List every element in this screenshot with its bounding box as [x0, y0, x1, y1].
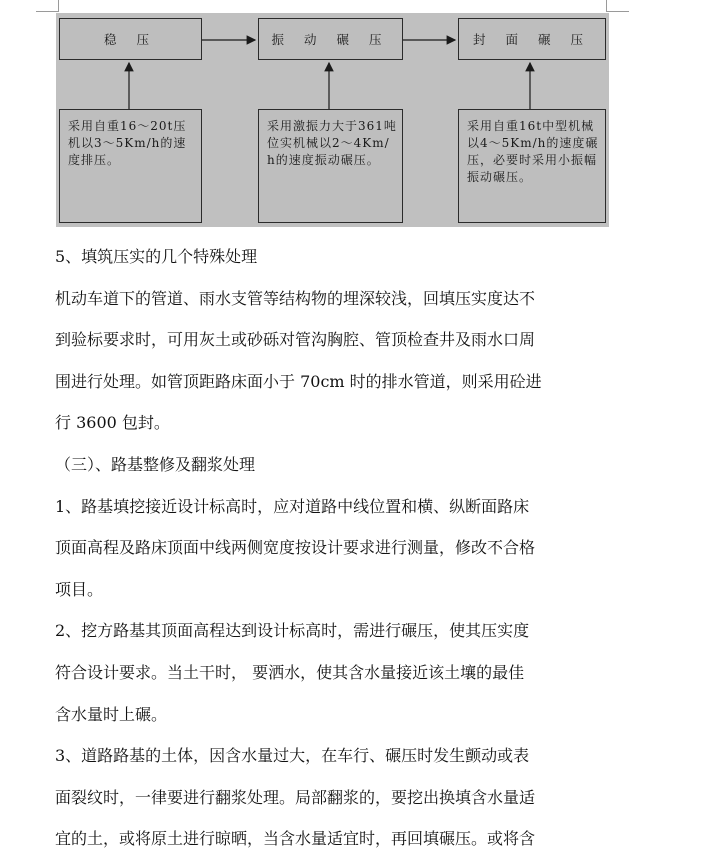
- page-corner-mark-right: [606, 0, 629, 12]
- step-box-stabilize: 稳 压: [59, 18, 202, 60]
- paragraph-item-1: 1、路基填挖接近设计标高时，应对道路中线位置和横、纵断面路床 顶面高程及路床顶面中线两侧宽度按设计要求进行测量，修改不合格 项目。: [55, 496, 536, 599]
- section-heading-subgrade-trimming: （三）、路基整修及翻浆处理: [55, 454, 256, 474]
- step-box-vibratory-rolling: 振 动 碾 压: [258, 18, 403, 60]
- paragraph-pipe-backfill: 机动车道下的管道、雨水支管等结构物的埋深较浅，回填压实度达不 到验标要求时，可用灰土或砂砾对管沟胸腔、管顶检查井及雨水口周 围进行处理。如管顶距路床面小于 70cm 时的排水管道，则采用砼进 行 3600 包封。: [55, 288, 542, 433]
- page-corner-mark-left: [36, 0, 59, 12]
- note-box-seal-rolling: 采用自重16t中型机械以4～5Km/h的速度碾压，必要时采用小振幅振动碾压。: [458, 109, 606, 223]
- paragraph-item-3: 3、道路路基的土体，因含水量过大，在车行、碾压时发生颤动或表 面裂纹时，一律要进行翻浆处理。局部翻浆的，要挖出换填含水量适 宜的土，或将原土进行晾晒，当含水量适宜时，再回填碾压。或将含: [55, 746, 536, 849]
- document-body-text: [55, 236, 610, 860]
- section-heading-special-treatment: 5、填筑压实的几个特殊处理: [55, 247, 258, 266]
- step-box-seal-rolling: 封 面 碾 压: [458, 18, 606, 60]
- note-box-stabilize: 采用自重16～20t压机以3～5Km/h的速度排压。: [59, 109, 202, 223]
- note-box-vibratory-rolling: 采用激振力大于361吨位实机械以2～4Km/h的速度振动碾压。: [258, 109, 403, 223]
- compaction-flow-diagram: [56, 13, 609, 227]
- paragraph-item-2: 2、挖方路基其顶面高程达到设计标高时，需进行碾压，使其压实度 符合设计要求。当土干时， 要洒水，使其含水量接近该土壤的最佳 含水量时上碾。: [55, 621, 530, 724]
